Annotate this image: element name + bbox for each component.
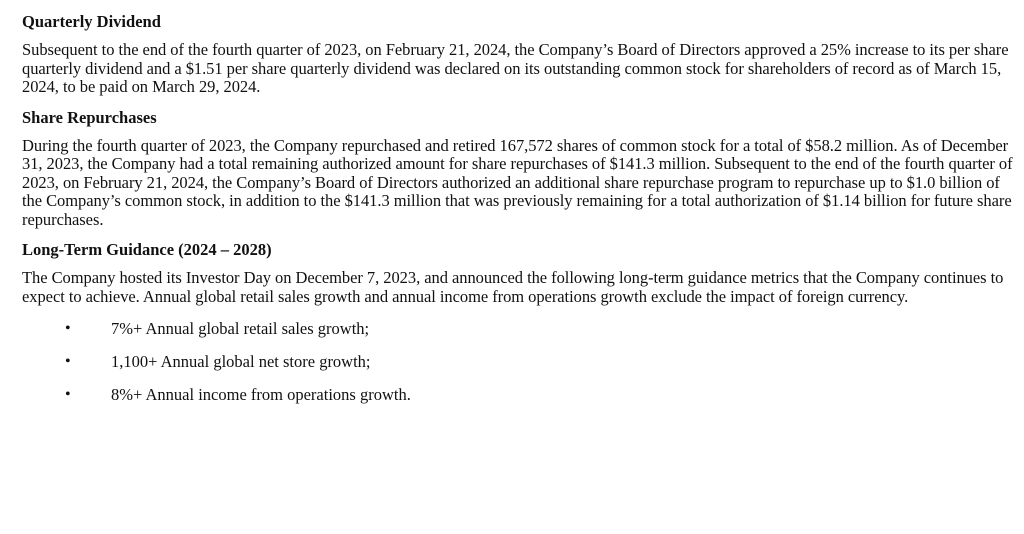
bullet-text: 7%+ Annual global retail sales growth;	[111, 319, 370, 338]
list-item	[22, 353, 1018, 372]
paragraph-long-term-guidance: The Company hosted its Investor Day on December 7, 2023, and announced the following long-term guidance metrics that the Company continues to expect to achieve. Annual global retail sales growth and annual income from operations growth exclude the impact of foreign currency.	[22, 268, 1004, 306]
heading-quarterly-dividend: Quarterly Dividend	[22, 12, 161, 31]
guidance-bullet-list	[22, 320, 1018, 405]
heading-share-repurchases: Share Repurchases	[22, 107, 157, 127]
list-item	[22, 386, 1018, 405]
list-item	[22, 320, 1018, 339]
heading-long-term-guidance: Long-Term Guidance (2024 – 2028)	[22, 240, 272, 259]
bullet-icon: •	[65, 320, 71, 337]
paragraph-share-repurchases: During the fourth quarter of 2023, the Company repurchased and retired 167,572 shares of common stock for a total of $58.2 million. As of December 31, 2023, the Company had a total remaining authorized amount for share repurchases of $141.3 million. Subsequent to the end of the fourth quarter of 2023, on February 21, 2024, the Company’s Board of Directors authorized an additional share repurchase program to repurchase up to $1.0 billion of the Company’s common stock, in addition to the $141.3 million that was previously remaining for a total authorization of $1.14 billion for future share repurchases.	[22, 135, 1013, 229]
bullet-text: 1,100+ Annual global net store growth;	[111, 352, 371, 371]
bullet-icon: •	[65, 353, 71, 370]
document-page	[22, 11, 1018, 419]
bullet-icon: •	[65, 386, 71, 403]
bullet-text: 8%+ Annual income from operations growth.	[111, 385, 411, 404]
paragraph-quarterly-dividend: Subsequent to the end of the fourth quarter of 2023, on February 21, 2024, the Company’s Board of Directors approved a 25% increase to its per share quarterly dividend and a $1.51 per share quarterly dividend was declared on its outstanding common stock for shareholders of record as of March 15, 2024, to be paid on March 29, 2024.	[22, 40, 1009, 96]
